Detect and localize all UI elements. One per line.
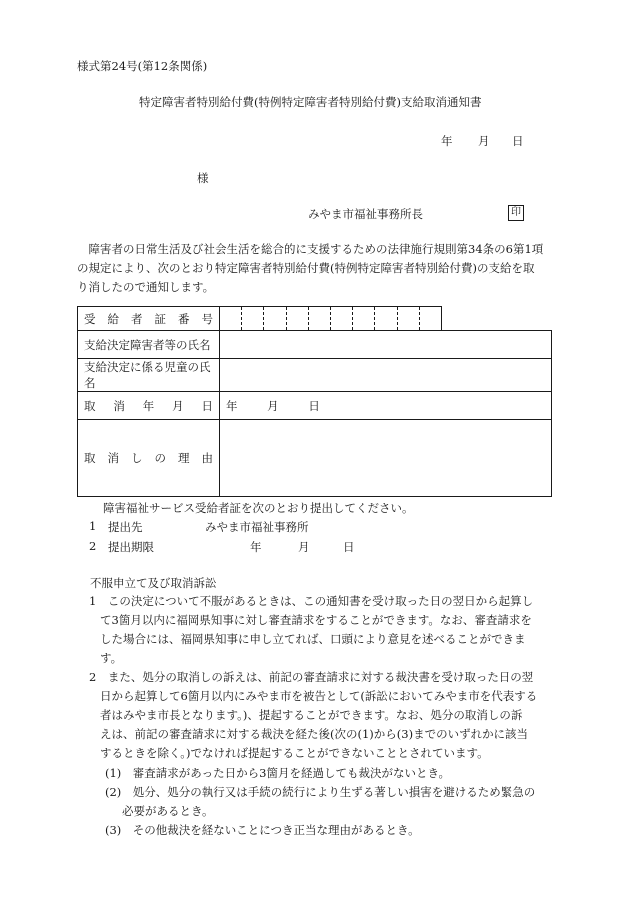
label-char: 給 bbox=[107, 311, 119, 326]
person-name-field[interactable] bbox=[220, 331, 552, 359]
seal-mark: 印 bbox=[508, 205, 524, 221]
digit-box[interactable] bbox=[353, 307, 375, 330]
appeal-sub-item: (3) その他裁決を経ないことにつき正当な理由があるとき。 bbox=[105, 823, 420, 837]
table-row-revocation-date bbox=[78, 392, 552, 420]
intro-line: の規定により、次のとおり特定障害者特別給付費(特例特定障害者特別給付費)の支給を取 bbox=[77, 261, 535, 275]
label-char: 日 bbox=[201, 398, 213, 413]
revocation-reason-label bbox=[78, 420, 220, 497]
date-day-label: 日 bbox=[512, 134, 524, 148]
child-name-label: 支給決定に係る児童の氏名 bbox=[78, 359, 220, 392]
digit-box[interactable] bbox=[420, 307, 441, 330]
addressee-suffix: 様 bbox=[197, 171, 209, 185]
label-char: 消 bbox=[107, 451, 119, 465]
appeal-text-line: す。 bbox=[100, 651, 123, 665]
label-char: 年 bbox=[142, 398, 155, 413]
digit-box[interactable] bbox=[242, 307, 264, 330]
revocation-reason-field[interactable] bbox=[220, 420, 552, 497]
submission-deadline-year: 年 bbox=[250, 540, 262, 554]
intro-line: 障害者の日常生活及び社会生活を総合的に支援するための法律施行規則第34条の6第1項 bbox=[77, 242, 544, 256]
appeal-text-line: えは、前記の審査請求に対する裁決を経た後(次の(1)から(3)までのいずれかに該当 bbox=[100, 727, 529, 741]
date-month-label: 月 bbox=[478, 134, 490, 148]
revocation-year: 年 bbox=[226, 398, 238, 413]
label-char: 取 bbox=[84, 451, 96, 465]
form-number: 様式第24号(第12条関係) bbox=[77, 59, 208, 73]
submission-destination-label: 提出先 bbox=[108, 520, 143, 534]
table-row-revocation-reason bbox=[78, 420, 552, 497]
intro-line: り消したので通知します。 bbox=[77, 280, 215, 294]
submission-deadline-month: 月 bbox=[298, 540, 310, 554]
label-char: 番 bbox=[178, 311, 190, 326]
submission-item-number: 2 bbox=[89, 539, 97, 553]
revocation-date-field[interactable] bbox=[220, 392, 552, 420]
digit-box[interactable] bbox=[220, 307, 242, 330]
digit-box[interactable] bbox=[264, 307, 286, 330]
label-char: 消 bbox=[113, 398, 125, 413]
table-row-person-name bbox=[78, 331, 552, 359]
label-char: 理 bbox=[178, 451, 190, 465]
label-char: 受 bbox=[84, 311, 96, 326]
digit-box[interactable] bbox=[398, 307, 420, 330]
appeal-text-line: するときを除く。)でなければ提起することができないこととされています。 bbox=[100, 746, 489, 760]
label-char: 取 bbox=[84, 398, 96, 413]
submission-intro: 障害福祉サービス受給者証を次のとおり提出してください。 bbox=[103, 501, 414, 515]
blank-cell bbox=[442, 307, 552, 331]
submission-deadline-label: 提出期限 bbox=[108, 540, 154, 554]
revocation-date-label bbox=[78, 392, 220, 420]
label-char: 由 bbox=[201, 451, 213, 465]
label-char: 号 bbox=[201, 311, 213, 326]
submission-destination-value: みやま市福祉事務所 bbox=[205, 520, 309, 534]
appeal-text-line: 日から起算して6箇月以内にみやま市を被告として(訴訟においてみやま市を代表する bbox=[100, 689, 538, 703]
label-char: の bbox=[154, 451, 166, 465]
notice-table bbox=[77, 306, 552, 497]
recipient-number-label bbox=[78, 307, 220, 331]
label-char: 証 bbox=[154, 311, 166, 326]
appeal-heading: 不服申立て及び取消訴訟 bbox=[90, 576, 217, 590]
table-row-recipient-number bbox=[78, 307, 552, 331]
appeal-text-line: 2 また、処分の取消しの訴えは、前記の審査請求に対する裁決書を受け取った日の翌 bbox=[89, 670, 534, 684]
table-row-child-name bbox=[78, 359, 552, 392]
appeal-text-line: 者はみやま市長となります。)、提起することができます。なお、処分の取消しの訴 bbox=[100, 708, 523, 722]
appeal-sub-item: (2) 処分、処分の執行又は手続の続行により生ずる著しい損害を避けるため緊急の bbox=[105, 785, 536, 799]
appeal-text-line: した場合には、福岡県知事に申し立てれば、口頭により意見を述べることができま bbox=[100, 632, 526, 646]
appeal-text-line: 1 この決定について不服があるときは、この通知書を受け取った日の翌日から起算し bbox=[89, 594, 534, 608]
submission-item-number: 1 bbox=[89, 519, 97, 533]
appeal-sub-item: 必要があるとき。 bbox=[122, 804, 214, 818]
date-year-label: 年 bbox=[441, 134, 453, 148]
revocation-day: 日 bbox=[308, 398, 320, 413]
issuer-name: みやま市福祉事務所長 bbox=[308, 207, 423, 221]
label-char: 者 bbox=[131, 311, 143, 326]
child-name-field[interactable] bbox=[220, 359, 552, 392]
digit-box[interactable] bbox=[331, 307, 353, 330]
digit-box[interactable] bbox=[375, 307, 397, 330]
person-name-label: 支給決定障害者等の氏名 bbox=[78, 331, 220, 359]
submission-deadline-day: 日 bbox=[343, 540, 355, 554]
label-char: 月 bbox=[172, 398, 184, 413]
label-char: し bbox=[131, 451, 143, 465]
document-title: 特定障害者特別給付費(特例特定障害者特別給付費)支給取消通知書 bbox=[139, 95, 482, 109]
appeal-text-line: て3箇月以内に福岡県知事に対し審査請求をすることができます。なお、審査請求を bbox=[100, 613, 532, 627]
digit-box[interactable] bbox=[309, 307, 331, 330]
revocation-month: 月 bbox=[267, 398, 279, 413]
recipient-number-digit-boxes[interactable] bbox=[220, 307, 442, 331]
intro-paragraph bbox=[77, 240, 555, 297]
appeal-sub-item: (1) 審査請求があった日から3箇月を経過しても裁決がないとき。 bbox=[105, 766, 451, 780]
digit-box[interactable] bbox=[287, 307, 309, 330]
